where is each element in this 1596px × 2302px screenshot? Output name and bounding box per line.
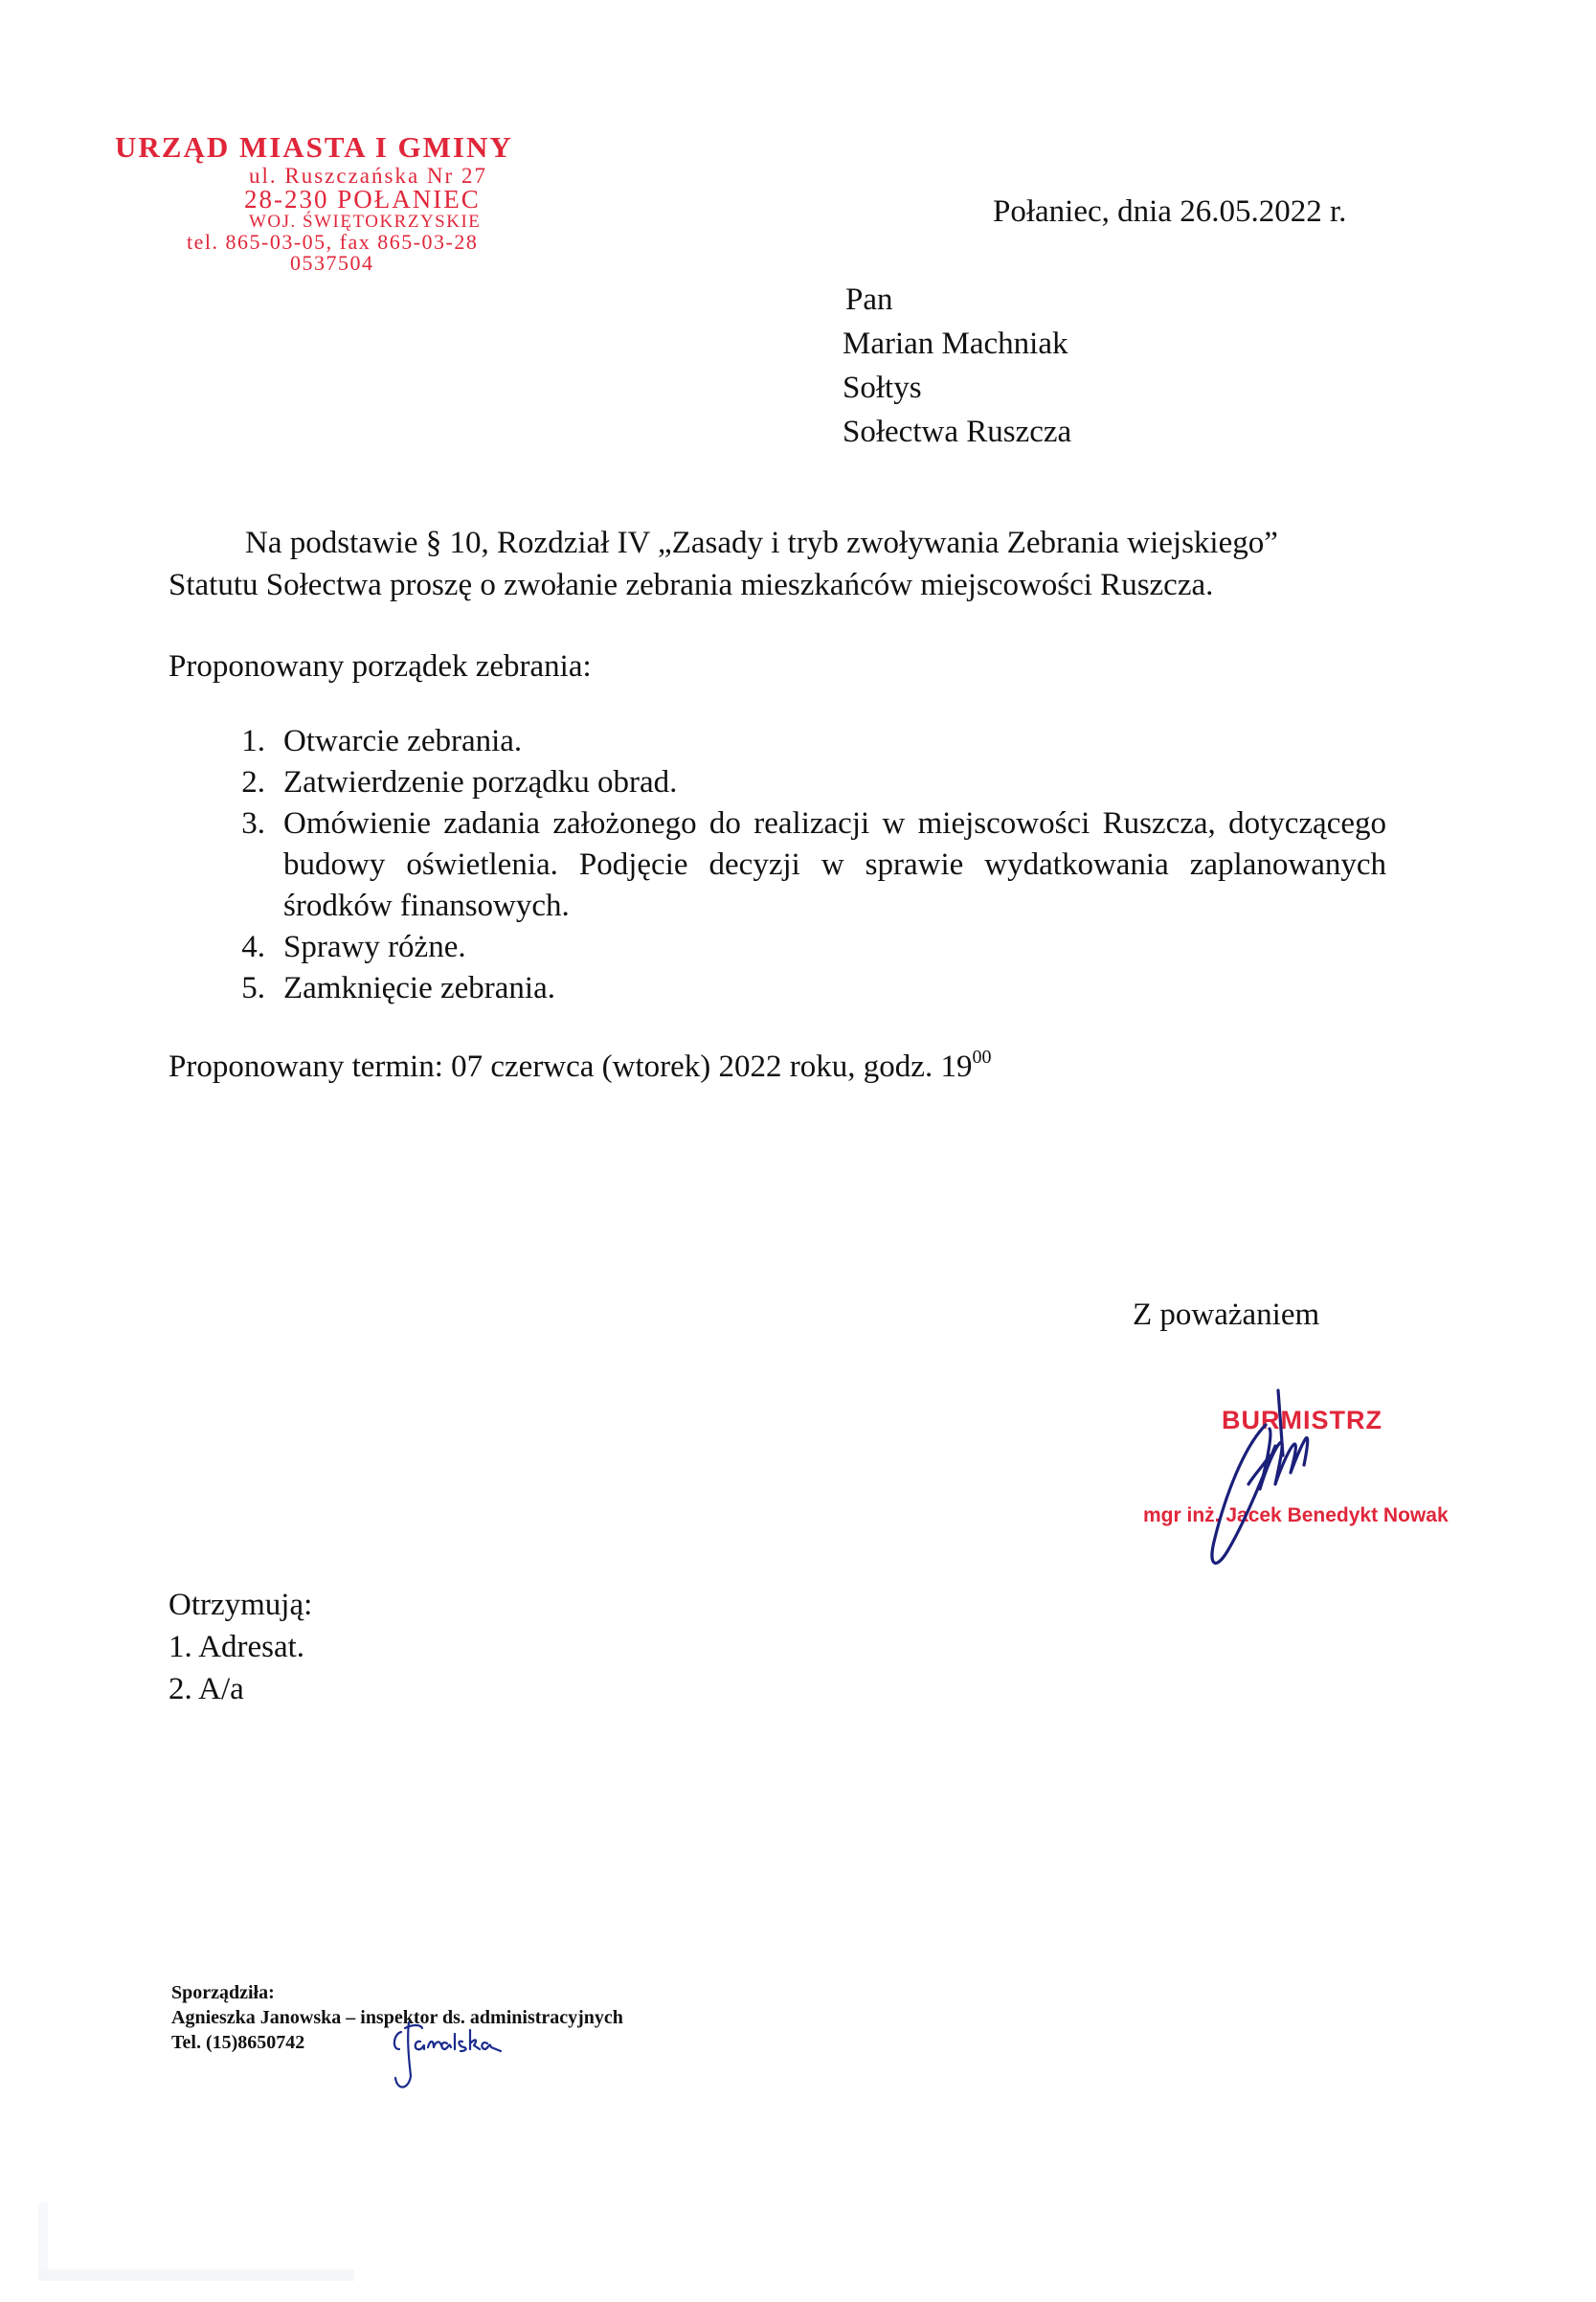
body-line-2: Statutu Sołectwa proszę o zwołanie zebrania mieszkańców miejscowości Ruszcza. xyxy=(169,568,1214,602)
addressee-block xyxy=(843,278,1071,454)
body-line-1: Na podstawie § 10, Rozdział IV „Zasady i tryb zwoływania Zebrania wiejskiego” xyxy=(245,526,1278,560)
addressee-title: Sołtys xyxy=(843,371,922,405)
stamp-street: ul. Ruszczańska Nr 27 xyxy=(249,164,487,188)
stamp-city: 28-230 POŁANIEC xyxy=(244,185,481,214)
agenda-item xyxy=(169,927,1386,968)
recipients-heading: Otrzymują: xyxy=(169,1588,313,1622)
stamp-id: 0537504 xyxy=(290,251,374,275)
agenda-item-text: Omówienie zadania założonego do realizacji w miejscowości Ruszcza, dotyczącego budowy oświetlenia. Podjęcie decyzji w sprawie wydatkowania zaplanowanych środków finansowych. xyxy=(283,806,1386,923)
agenda-item xyxy=(169,721,1386,762)
signatory-name: mgr inż. Jacek Benedykt Nowak xyxy=(1143,1504,1449,1526)
prepared-by-label: Sporządziła: xyxy=(171,1982,275,2003)
recipient-item: 1. Adresat. xyxy=(169,1630,305,1664)
agenda-list xyxy=(169,721,1386,1009)
agenda-item-number: 5. xyxy=(241,971,265,1005)
agenda-item-number: 2. xyxy=(241,765,265,800)
agenda-item-text: Otwarcie zebrania. xyxy=(283,724,523,758)
closing-phrase: Z poważaniem xyxy=(1133,1298,1320,1332)
agenda-item xyxy=(169,803,1386,927)
mayor-signature-icon xyxy=(1206,1388,1340,1580)
agenda-item xyxy=(169,968,1386,1009)
prepared-by-phone: Tel. (15)8650742 xyxy=(171,2032,305,2053)
agenda-item-number: 3. xyxy=(241,806,265,841)
agenda-item-text: Zatwierdzenie porządku obrad. xyxy=(283,765,678,800)
signatory-title: BURMISTRZ xyxy=(1222,1406,1382,1434)
date-line: Połaniec, dnia 26.05.2022 r. xyxy=(993,194,1347,229)
agenda-item-number: 1. xyxy=(241,724,265,758)
stamp-region: WOJ. ŚWIĘTOKRZYSKIE xyxy=(249,212,482,232)
prepared-by-person: Agnieszka Janowska – inspektor ds. administracyjnych xyxy=(171,2007,623,2028)
recipient-item: 2. A/a xyxy=(169,1672,244,1706)
scan-artifact xyxy=(38,2202,48,2279)
term-superscript: 00 xyxy=(972,1047,992,1068)
agenda-item xyxy=(169,762,1386,803)
proposed-term xyxy=(169,1049,991,1085)
stamp-contact: tel. 865-03-05, fax 865-03-28 xyxy=(187,230,479,254)
agenda-intro: Proponowany porządek zebrania: xyxy=(169,649,592,684)
scan-artifact xyxy=(38,2269,354,2281)
addressee-salutation: Pan xyxy=(845,282,893,317)
agenda-item-text: Zamknięcie zebrania. xyxy=(283,971,555,1005)
office-stamp xyxy=(115,132,536,274)
body-paragraph xyxy=(169,522,1386,606)
addressee-unit: Sołectwa Ruszcza xyxy=(843,415,1072,449)
preparer-signature-icon xyxy=(388,2020,541,2097)
recipients-block xyxy=(169,1584,312,1710)
stamp-org: URZĄD MIASTA I GMINY xyxy=(115,130,513,164)
agenda-item-number: 4. xyxy=(241,930,265,964)
addressee-name: Marian Machniak xyxy=(843,327,1068,361)
term-text: Proponowany termin: 07 czerwca (wtorek) 2022 roku, godz. 19 xyxy=(169,1049,973,1084)
agenda-item-text: Sprawy różne. xyxy=(283,930,466,964)
